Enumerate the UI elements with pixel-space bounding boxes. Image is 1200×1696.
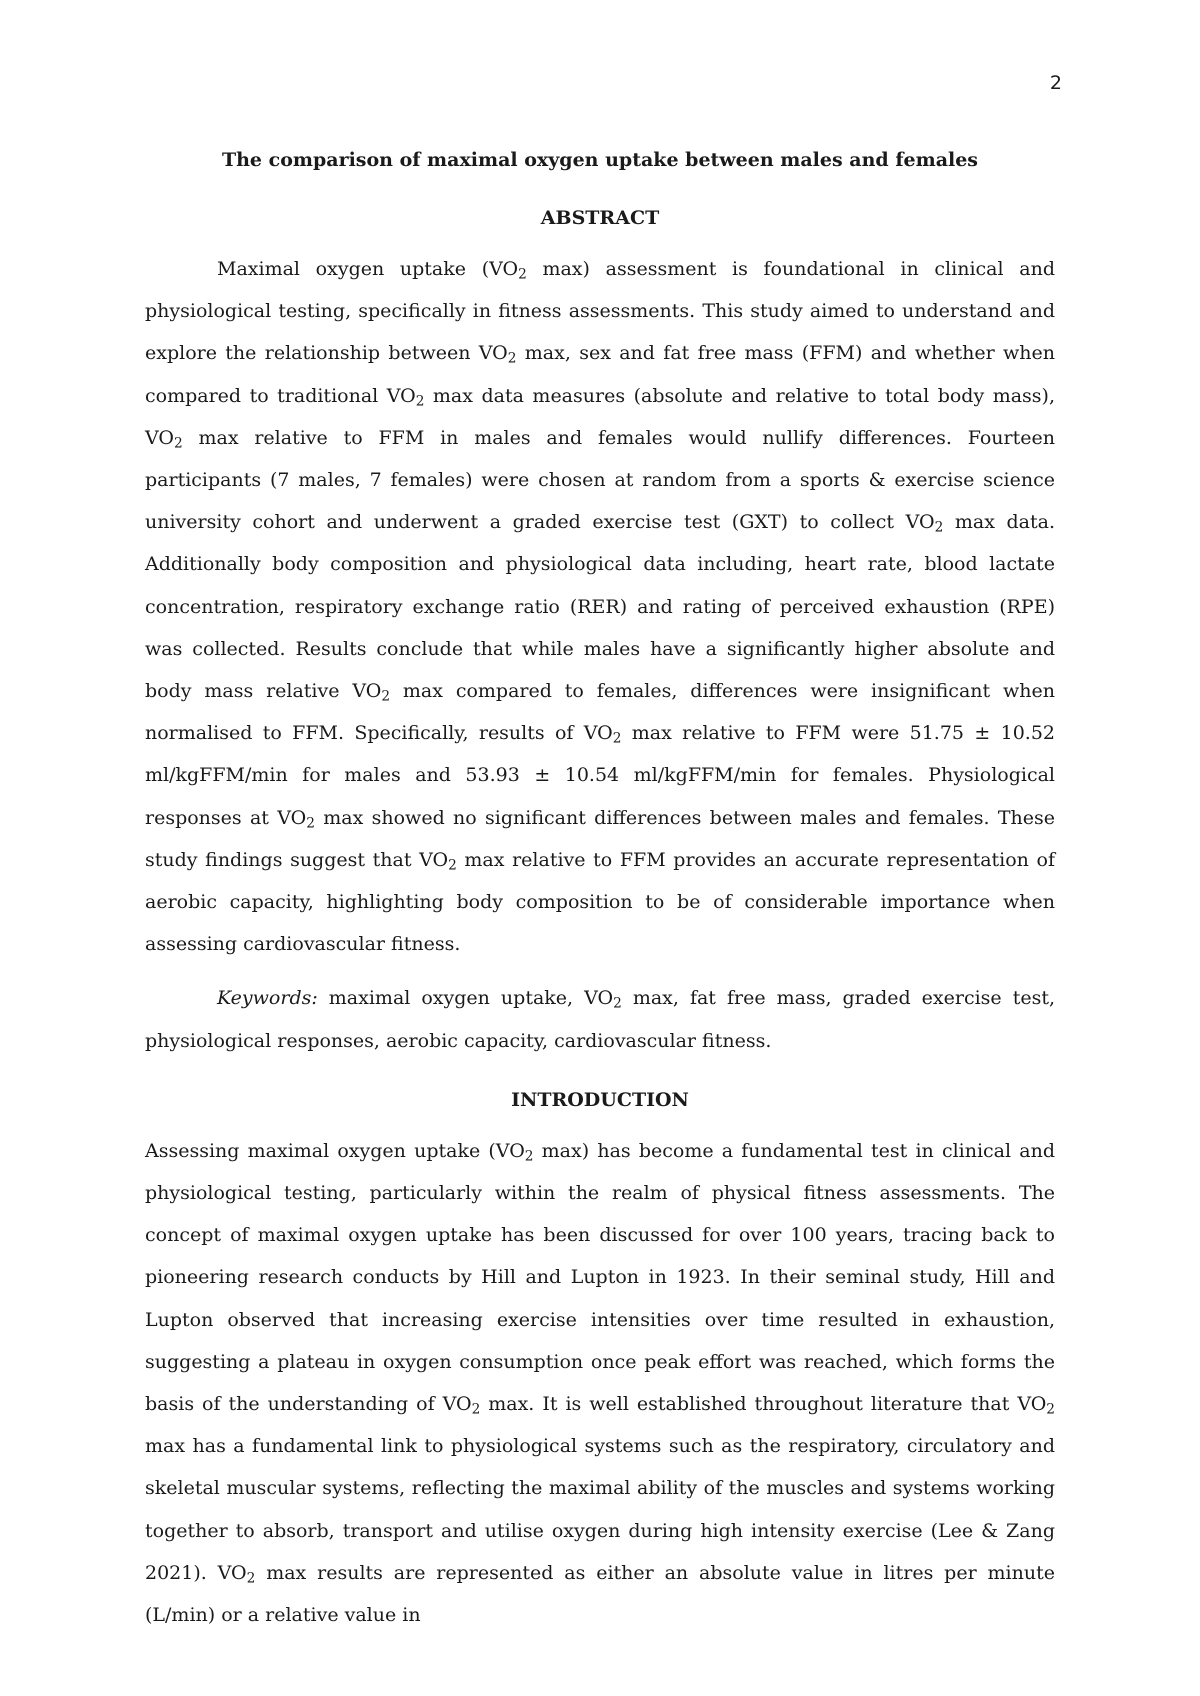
subscript-2: 2 (415, 393, 425, 410)
subscript-2: 2 (173, 435, 183, 452)
abstract-text: max, sex and fat free mass (FFM) and whether when compared to traditional VO (145, 342, 1055, 407)
abstract-text: Maximal oxygen uptake (VO (217, 258, 519, 280)
subscript-2: 2 (518, 266, 527, 283)
keywords-paragraph (145, 977, 1055, 1061)
introduction-text: Assessing maximal oxygen uptake (VO (145, 1139, 525, 1162)
introduction-text: max) has become a fundamental test in clinical and physiological testing, particularly within the realm of physical fitness assessments. The concept of maximal oxygen uptake has been discussed for over 100 years, tracing back to pioneering research conducts by Hill and Lupton in 1923. In their seminal study, Hill and Lupton observed that increasing exercise intensities over time resulted in exhaustion, suggesting a plateau in oxygen consumption once peak effort was reached, which forms the basis of the understanding of VO (145, 1139, 1056, 1416)
page-content (145, 142, 1055, 1636)
abstract-text: max data measures (absolute and relative to total body mass), VO (145, 384, 1055, 449)
introduction-paragraph (145, 1130, 1055, 1636)
introduction-text: max. It is well established throughout literature that VO (480, 1393, 1047, 1416)
keywords-label: Keywords: (217, 987, 318, 1010)
subscript-2: 2 (246, 1570, 256, 1587)
introduction-heading: INTRODUCTION (511, 1088, 689, 1111)
subscript-2: 2 (524, 1148, 534, 1165)
abstract-text: max relative to FFM were 51.75 ± 10.52 ml/kgFFM/min for males and 53.93 ± 10.54 ml/kgFFM/min for females. Physiological responses at VO (145, 722, 1055, 829)
keywords-text: max, fat free mass, graded exercise test, physiological responses, aerobic capacity, cardiovascular fitness. (145, 987, 1056, 1052)
subscript-2: 2 (612, 730, 622, 747)
paper-title: The comparison of maximal oxygen uptake between males and females (221, 149, 979, 171)
subscript-2: 2 (1046, 1401, 1055, 1418)
keywords-text: maximal oxygen uptake, VO (317, 987, 614, 1010)
subscript-2: 2 (381, 688, 391, 705)
abstract-text: max data. Additionally body composition and physiological data including, heart rate, blood lactate concentration, respiratory exchange ratio (RER) and rating of perceived exhaustion (RPE) was collected. Results conclude that while males have a significantly higher absolute and body mass relative VO (145, 511, 1055, 703)
subscript-2: 2 (507, 350, 517, 367)
subscript-2: 2 (306, 815, 315, 832)
subscript-2: 2 (613, 995, 622, 1012)
abstract-paragraph (145, 248, 1055, 965)
abstract-text: max showed no significant differences between males and females. These study findings suggest that VO (145, 806, 1056, 871)
abstract-text: max) assessment is foundational in clinical and physiological testing, specifically in fitness assessments. This study aimed to understand and explore the relationship between VO (145, 258, 1055, 365)
abstract-text: max relative to FFM in males and females would nullify differences. Fourteen participants (7 males, 7 females) were chosen at random from a sports & exercise science university cohort and underwent a graded exercise test (GXT) to collect VO (145, 426, 1055, 534)
introduction-text: max results are represented as either an absolute value in litres per minute (L/min) or a relative value in (145, 1561, 1055, 1627)
abstract-heading: ABSTRACT (540, 207, 660, 229)
abstract-text: max compared to females, differences were insignificant when normalised to FFM. Specifically, results of VO (145, 680, 1055, 745)
introduction-text: max has a fundamental link to physiological systems such as the respiratory, circulatory and skeletal muscular systems, reflecting the maximal ability of the muscles and systems working together to absorb, transport and utilise oxygen during high intensity exercise (Lee & Zang 2021). VO (145, 1435, 1055, 1584)
subscript-2: 2 (471, 1401, 481, 1418)
abstract-text: max relative to FFM provides an accurate representation of aerobic capacity, highlighting body composition to be of considerable importance when assessing cardiovascular fitness. (145, 848, 1056, 956)
page-number: 2 (1049, 72, 1062, 94)
subscript-2: 2 (934, 519, 944, 536)
subscript-2: 2 (448, 857, 457, 874)
